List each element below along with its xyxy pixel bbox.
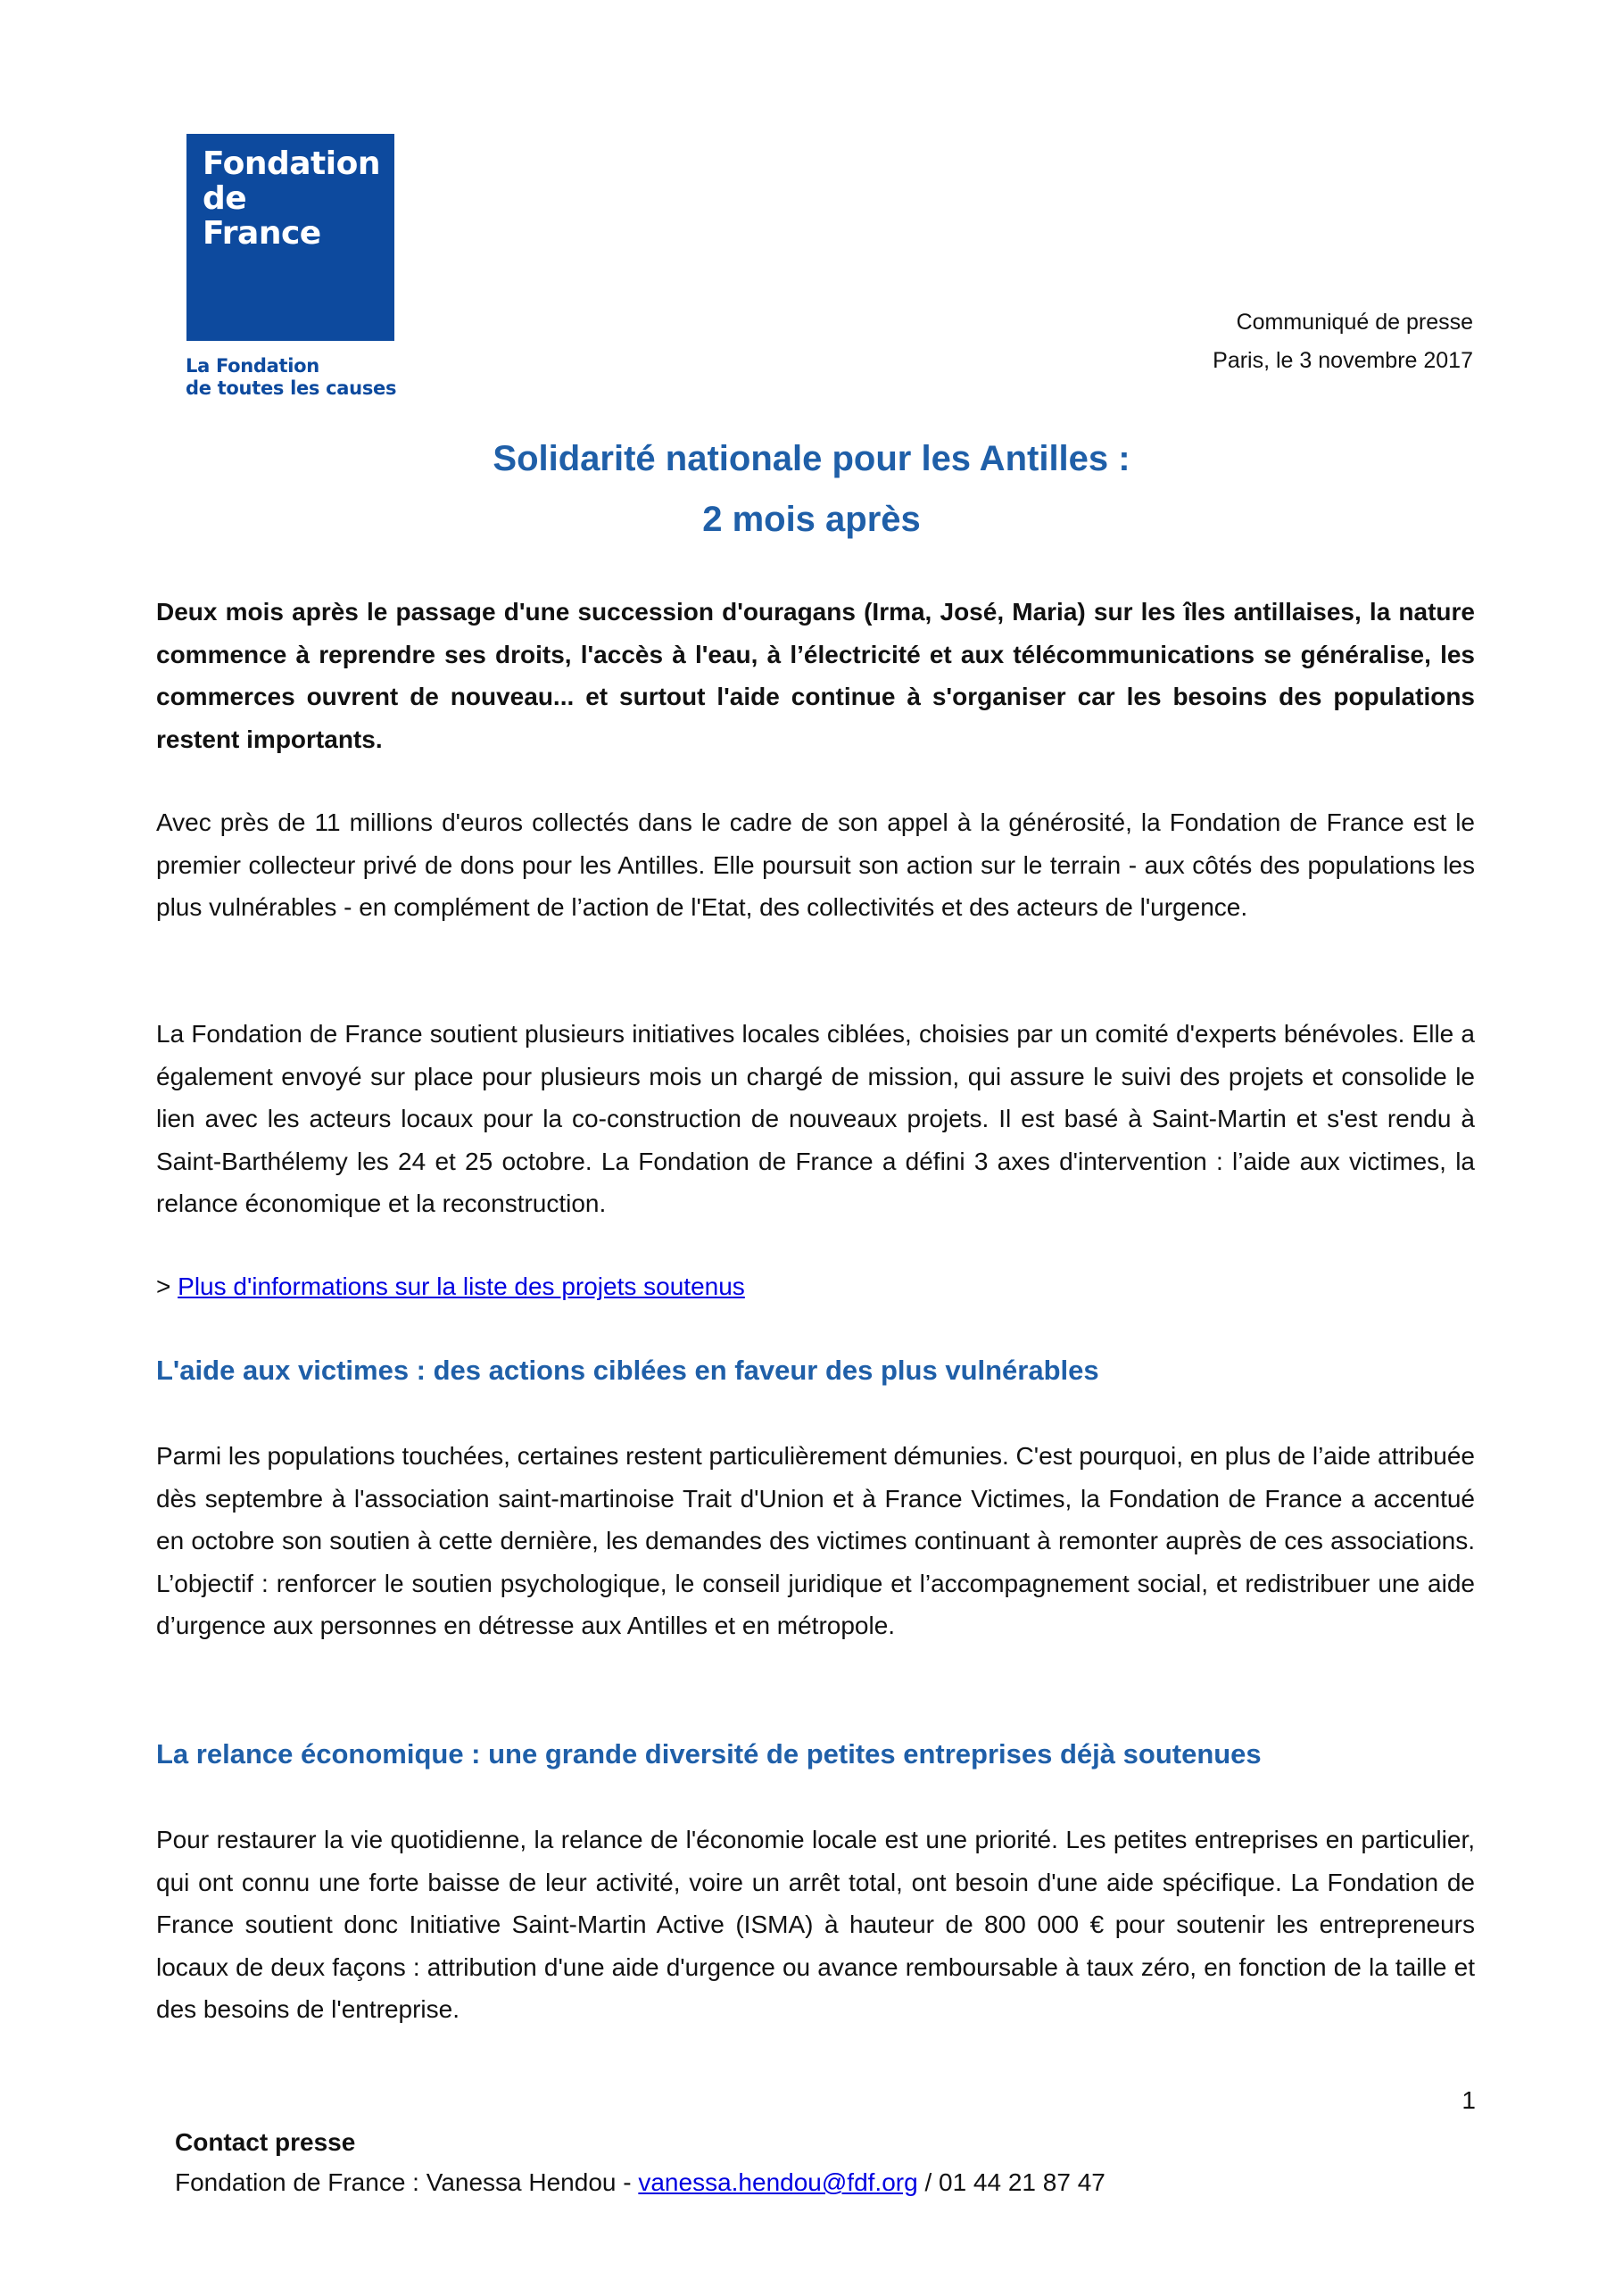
article-body — [156, 591, 1475, 760]
logo-line: France — [203, 215, 321, 252]
contact-phone: / 01 44 21 87 47 — [917, 2168, 1105, 2196]
paragraph: La Fondation de France soutient plusieurs initiatives locales ciblées, choisies par un comité d'experts bénévoles. Elle a également envoyé sur place pour plusieurs mois un chargé de mission, qui assure le suivi des projets et consolide le lien avec les acteurs locaux pour la co-construction de nouveaux projets. Il est basé à Saint-Martin et s'est rendu à Saint-Barthélemy les 24 et 25 octobre. La Fondation de France a défini 3 axes d'intervention : l’aide aux victimes, la relance économique et la reconstruction. — [156, 1020, 1475, 1217]
contact-line — [175, 2162, 1105, 2202]
tagline-line: La Fondation — [186, 355, 319, 377]
lead-paragraph: Deux mois après le passage d'une succession d'ouragans (Irma, José, Maria) sur les îles antillaises, la nature commence à reprendre ses droits, l'accès à l'eau, à l’électricité et aux télécommunications se généralise, les commerces ouvrent de nouveau... et surtout l'aide continue à s'organiser car les besoins des populations restent importants. — [156, 598, 1475, 753]
paragraph: Pour restaurer la vie quotidienne, la relance de l'économie locale est une priorité. Les petites entreprises en particulier, qui ont connu une forte baisse de leur activité, voire un arrêt total, ont besoin d'une aide spécifique. La Fondation de France soutient donc Initiative Saint-Martin Active (ISMA) à hauteur de 800 000 € pour soutenir les entrepreneurs locaux de deux façons : attribution d'une aide d'urgence ou avance remboursable à taux zéro, en fonction de la taille et des besoins de l'entreprise. — [156, 1826, 1475, 2023]
projects-list-link[interactable]: Plus d'informations sur la liste des projets soutenus — [178, 1272, 745, 1300]
paragraph-block — [156, 1013, 1475, 1225]
doc-type: Communiqué de presse — [1236, 310, 1473, 335]
paragraph-block — [156, 801, 1475, 929]
press-contact — [175, 2122, 1105, 2202]
place-date: Paris, le 3 novembre 2017 — [1213, 348, 1473, 373]
section-economy — [156, 1733, 1475, 1775]
logo — [186, 134, 394, 341]
contact-name: Fondation de France : Vanessa Hendou - — [175, 2168, 639, 2196]
paragraph: Avec près de 11 millions d'euros collectés dans le cadre de son appel à la générosité, la Fondation de France est le premier collecteur privé de dons pour les Antilles. Elle poursuit son action sur le terrain - aux côtés des populations les plus vulnérables - en complément de l’action de l'Etat, des collectivités et des acteurs de l'urgence. — [156, 808, 1475, 921]
page-number: 1 — [1462, 2086, 1476, 2114]
tagline-line: de toutes les causes — [186, 377, 397, 399]
logo-line: Fondation — [203, 145, 380, 182]
link-prefix: > — [156, 1272, 171, 1300]
logo-name — [203, 146, 380, 251]
contact-email-link[interactable]: vanessa.hendou@fdf.org — [638, 2168, 918, 2196]
logo-tagline — [186, 355, 396, 400]
document-header — [1213, 303, 1473, 380]
title-line-2: 2 mois après — [702, 500, 921, 539]
contact-title: Contact presse — [175, 2128, 356, 2156]
page-title — [0, 428, 1623, 550]
section-economy-text — [156, 1819, 1475, 2031]
section-victims — [156, 1349, 1475, 1391]
section-victims-text — [156, 1435, 1475, 1647]
logo-line: de — [203, 180, 247, 217]
section-heading: L'aide aux victimes : des actions ciblées en faveur des plus vulnérables — [156, 1355, 1099, 1386]
more-info — [156, 1265, 1475, 1307]
paragraph: Parmi les populations touchées, certaines restent particulièrement démunies. C'est pourquoi, en plus de l’aide attribuée dès septembre à l'association saint-martinoise Trait d'Union et à France Victimes, la Fondation de France a accentué en octobre son soutien à cette dernière, les demandes des victimes continuant à remonter auprès de ces associations. L’objectif : renforcer le soutien psychologique, le conseil juridique et l’accompagnement social, et redistribuer une aide d’urgence aux personnes en détresse aux Antilles et en métropole. — [156, 1442, 1475, 1639]
section-heading: La relance économique : une grande diversité de petites entreprises déjà soutenues — [156, 1738, 1262, 1770]
title-line-1: Solidarité nationale pour les Antilles : — [493, 439, 1130, 478]
